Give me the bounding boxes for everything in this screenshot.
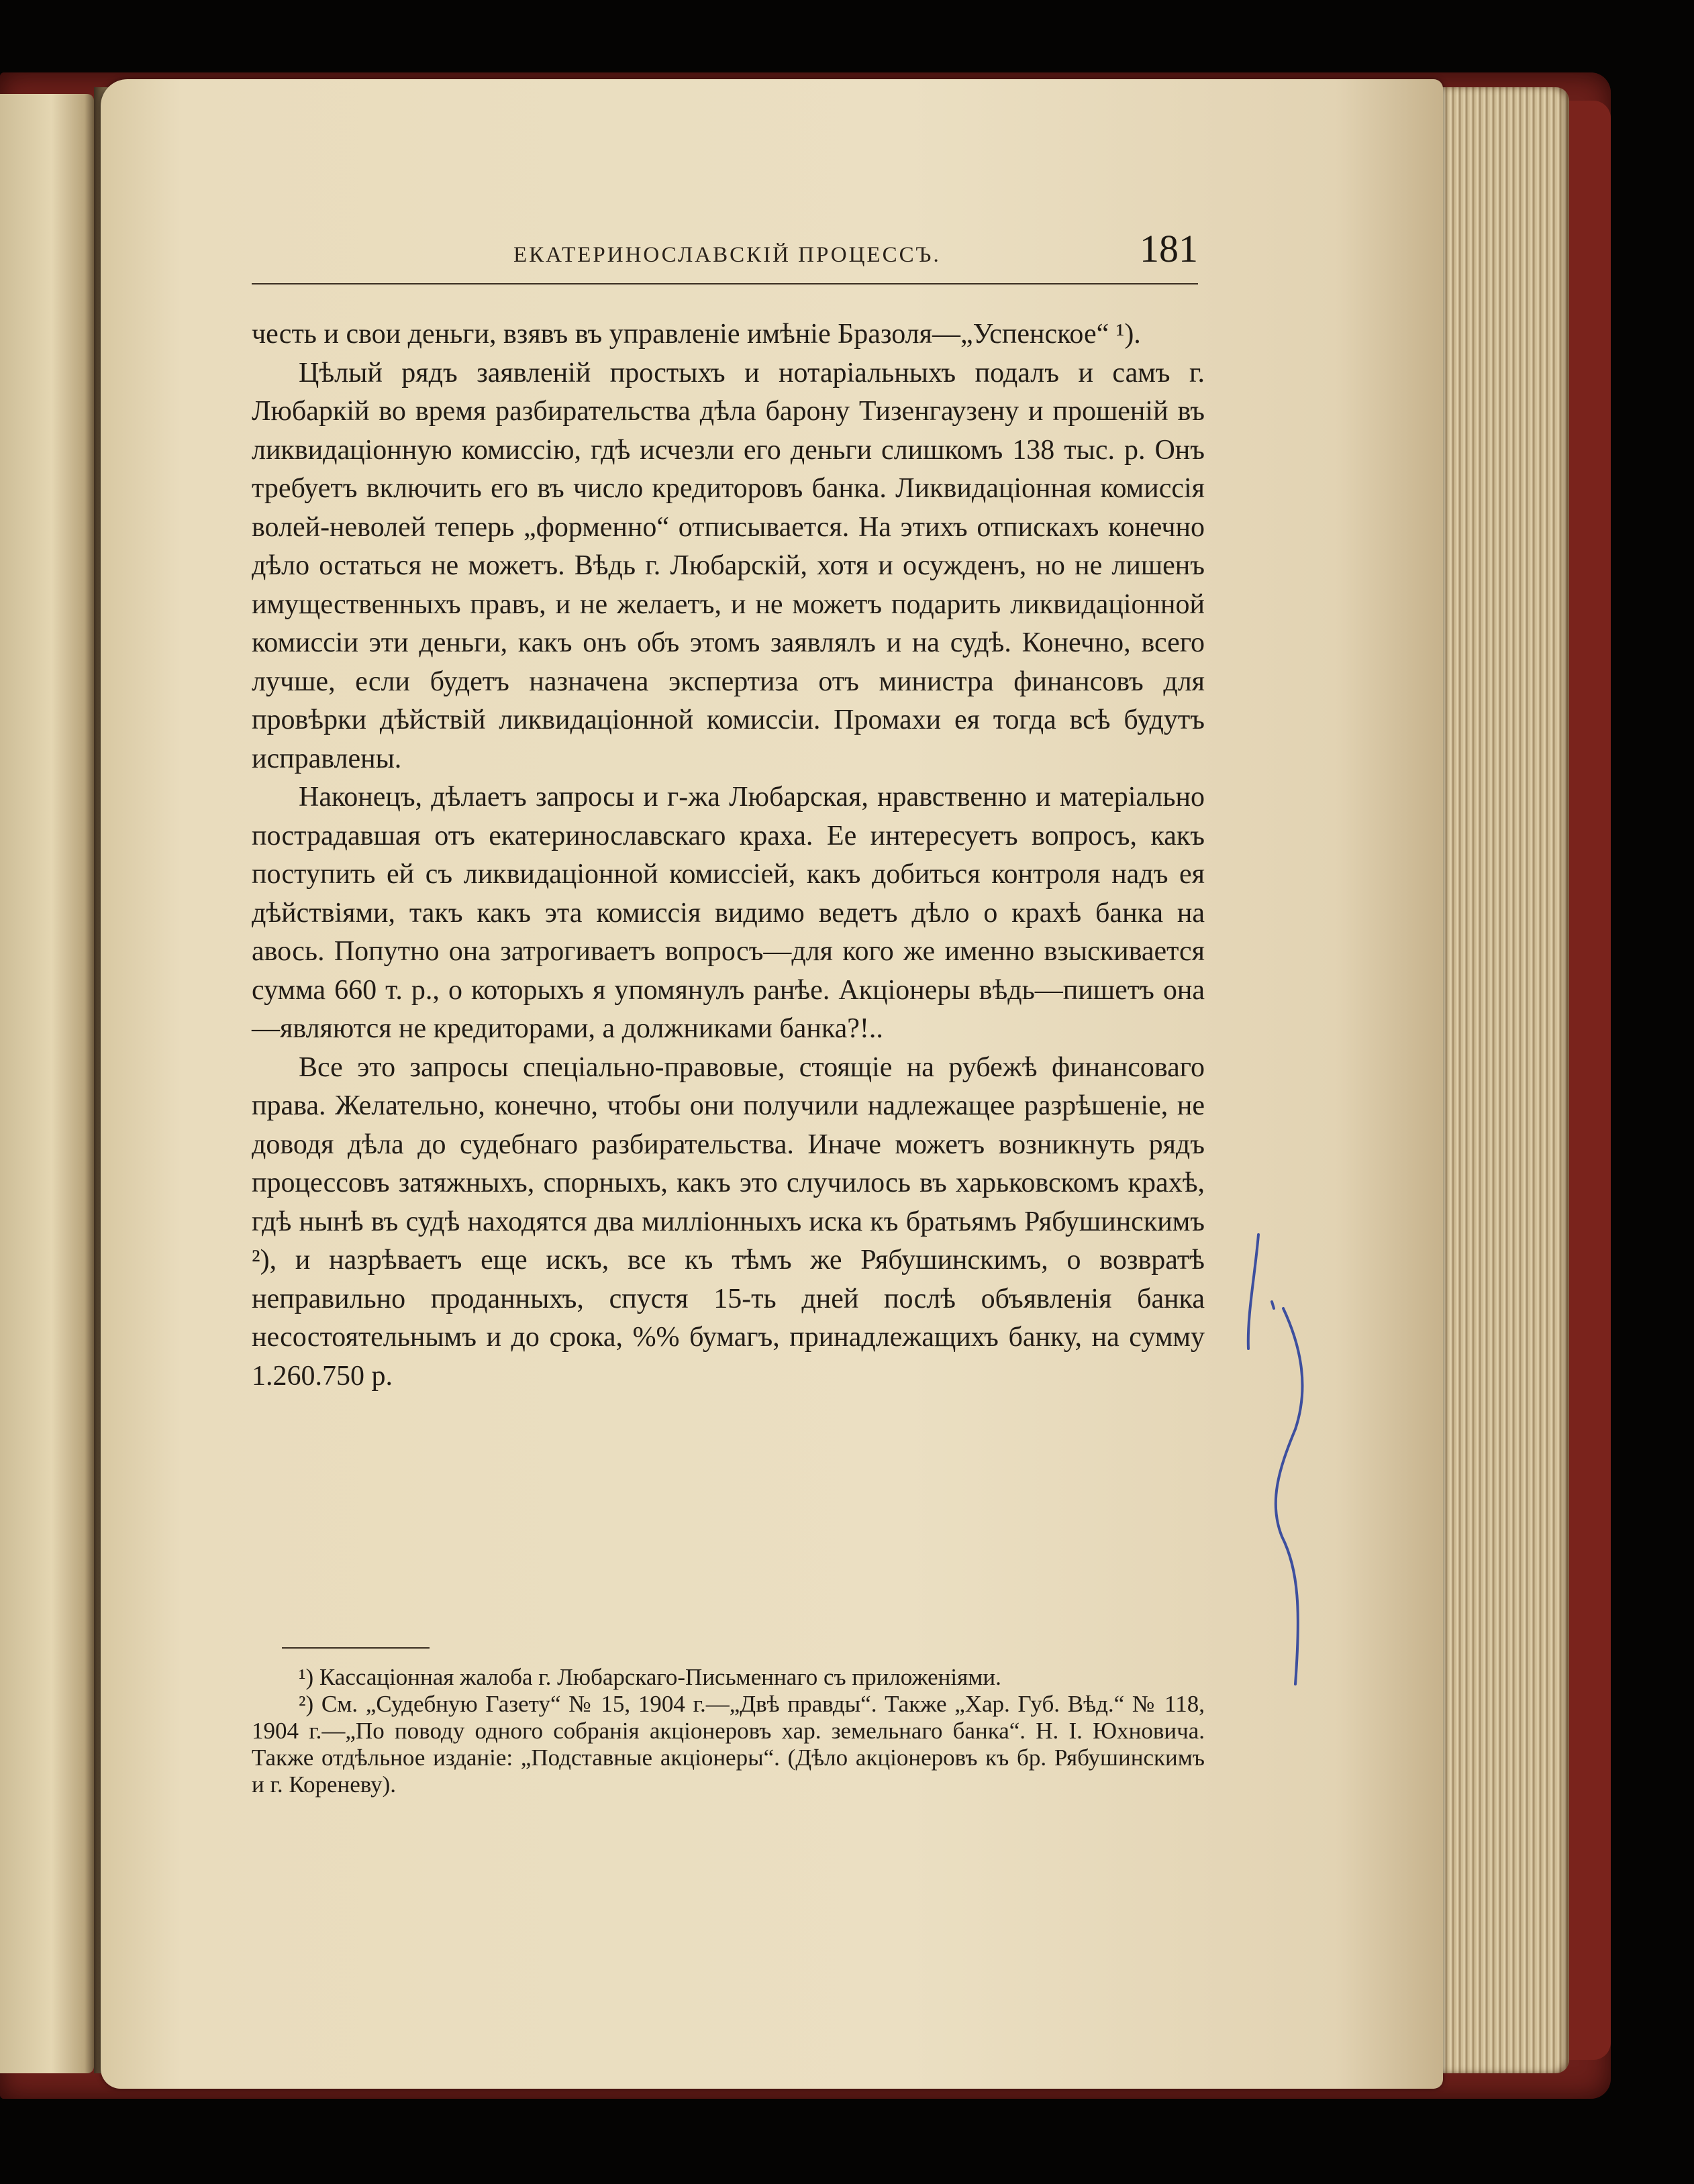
page-header: [252, 223, 1198, 284]
paragraph: Цѣлый рядъ заявленій простыхъ и нотаріальныхъ подалъ и самъ г. Любаркій во время разбирательства дѣла барону Тизенгаузену и прошеній въ ликвидаціонную комиссію, гдѣ исчезли его деньги слишкомъ 138 тыс. р. Онъ требуетъ включить его въ число кредиторовъ банка. Ликвидаціонная комиссія волей-неволей теперь „форменно“ отписывается. На этихъ отпискахъ конечно дѣло остаться не можетъ. Вѣдь г. Любарскій, хотя и осужденъ, но не лишенъ имущественныхъ правъ, и не желаетъ, и не можетъ подарить ликвидаціонной комиссіи эти деньги, какъ онъ объ этомъ заявлялъ и на судѣ. Конечно, всего лучше, если будетъ назначена экспертиза отъ министра финансовъ для провѣрки дѣйствій ликвидаціонной комиссіи. Промахи ея тогда всѣ будутъ исправлены.: [252, 357, 1205, 774]
paragraph: Наконецъ, дѣлаетъ запросы и г-жа Любарская, нравственно и матеріально пострадавшая отъ екатеринославскаго краха. Ее интересуетъ вопросъ, какъ поступить ей съ ликвидаціонной комиссіей, какъ добиться контроля надъ ея дѣйствіями, такъ какъ эта комиссія видимо ведетъ дѣло о крахѣ банка на авось. Попутно она затрогиваетъ вопросъ—для кого же именно взыскивается сумма 660 т. р., о которыхъ я упомянулъ ранѣе. Акціонеры вѣдь—пишетъ она—являются не кредиторами, а должниками банка?!..: [252, 782, 1205, 1044]
cover-edge: [1564, 101, 1611, 2060]
paragraph: Все это запросы спеціально-правовые, стоящіе на рубежѣ финансоваго права. Желательно, конечно, чтобы они получили надлежащее разрѣшеніе, не доводя дѣла до судебнаго разбирательства. Иначе можетъ возникнуть рядъ процессовъ затяжныхъ, спорныхъ, какъ это случилось въ харьковскомъ крахѣ, гдѣ нынѣ въ судѣ находятся два милліонныхъ иска къ братьямъ Рябушинскимъ ²), и назрѣваетъ еще искъ, все къ тѣмъ же Рябушинскимъ, о возвратѣ неправильно проданныхъ, спустя 15-ть дней послѣ объявленія банка несостоятельнымъ и до срока, %% бумагъ, принадлежащихъ банку, на сумму 1.260.750 р.: [252, 1051, 1205, 1392]
running-title: ЕКАТЕРИНОСЛАВСКІЙ ПРОЦЕССЪ.: [513, 243, 941, 267]
footnote-rule: [282, 1647, 430, 1649]
footnote: ¹) Кассаціонная жалоба г. Любарскаго-Письменнаго съ приложеніями.: [299, 1664, 1001, 1690]
footnote: ²) См. „Судебную Газету“ № 15, 1904 г.—„Двѣ правды“. Также „Хар. Губ. Вѣд.“ № 118, 1904 г.—„По поводу одного собранія акціонеровъ хар. земельнаго банка“. Н. I. Юхновича. Также отдѣльное изданіе: „Подставные акціонеры“. (Дѣло акціонеровъ къ бр. Рябушинскимъ и г. Кореневу).: [252, 1691, 1205, 1798]
page-number: 181: [1140, 227, 1198, 270]
pencil-stroke: [1276, 1308, 1303, 1684]
body-text: [252, 315, 1205, 1396]
paragraph: честь и свои деньги, взявъ въ управленіе имѣніе Бразоля—„Успенское“ ¹).: [252, 319, 1141, 350]
pencil-margin-marks: [1242, 1221, 1322, 1691]
pencil-stroke: [1272, 1302, 1274, 1308]
footnotes: [252, 1664, 1205, 1798]
pencil-stroke: [1248, 1235, 1258, 1349]
left-page-edge: [0, 94, 94, 2073]
page-stack-edges: [1435, 87, 1569, 2073]
